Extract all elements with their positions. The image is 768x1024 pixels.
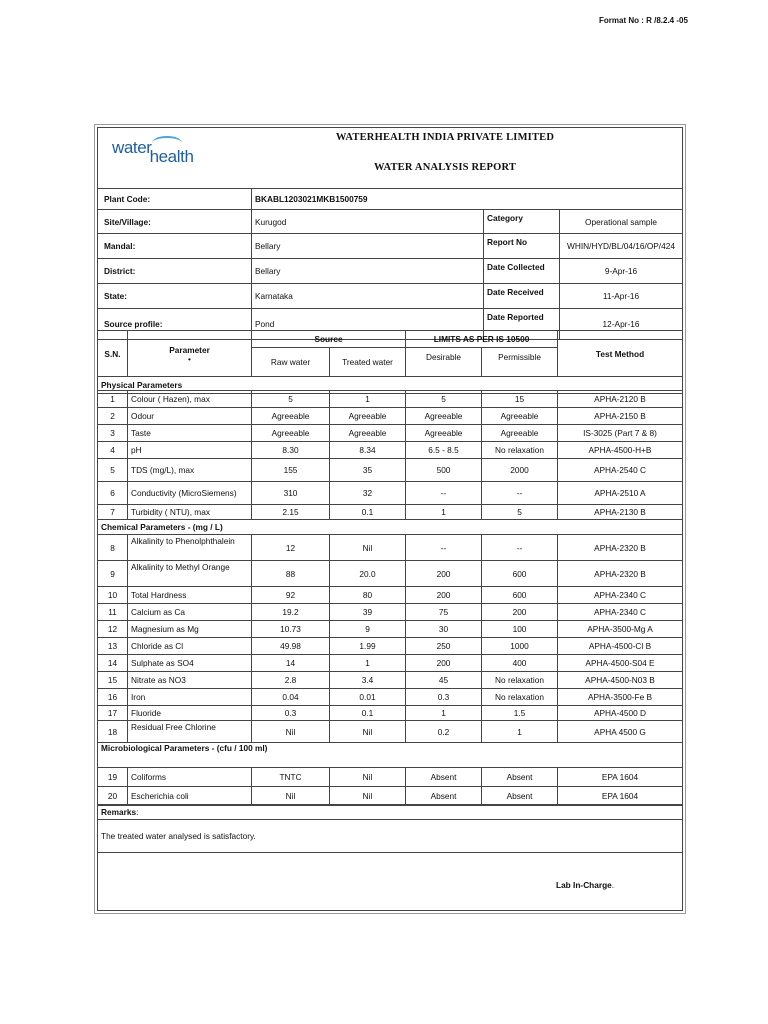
cell-raw: 8.30 <box>252 442 330 459</box>
cell-permissible: 15 <box>482 391 558 408</box>
test-method-header: Test Method <box>558 331 683 377</box>
cell-sn: 1 <box>98 391 128 408</box>
cell-permissible: 1.5 <box>482 706 558 721</box>
info-label: Mandal: <box>98 234 252 259</box>
info-field-value: Operational sample <box>560 210 683 234</box>
cell-param: Escherichia coli <box>128 787 252 806</box>
cell-desirable: 6.5 - 8.5 <box>406 442 482 459</box>
cell-raw: 19.2 <box>252 604 330 621</box>
table-row <box>98 768 683 787</box>
parameter-header <box>128 331 252 377</box>
cell-sn: 12 <box>98 621 128 638</box>
cell-treated: 20.0 <box>330 561 406 587</box>
cell-raw: 49.98 <box>252 638 330 655</box>
cell-treated: 39 <box>330 604 406 621</box>
cell-treated: 9 <box>330 621 406 638</box>
parameter-rows <box>97 390 683 806</box>
cell-treated: 0.1 <box>330 505 406 520</box>
table-row <box>98 482 683 505</box>
remarks-text: The treated water analysed is satisfactory. <box>98 819 682 853</box>
format-number: Format No : R /8.2.4 -05 <box>599 16 688 25</box>
info-field: Date Reported <box>484 309 560 340</box>
table-row <box>98 604 683 621</box>
section-row <box>98 520 683 535</box>
cell-method: APHA-2320 B <box>558 535 683 561</box>
cell-sn: 16 <box>98 689 128 706</box>
cell-raw: 12 <box>252 535 330 561</box>
cell-desirable: 200 <box>406 587 482 604</box>
lab-in-charge: Lab In-Charge. <box>556 880 615 890</box>
micro-section-label: Microbiological Parameters - (cfu / 100 ml) <box>98 743 683 768</box>
cell-treated: 8.34 <box>330 442 406 459</box>
cell-method: EPA 1604 <box>558 787 683 806</box>
cell-sn: 9 <box>98 561 128 587</box>
table-header-row <box>98 331 683 348</box>
cell-method: APHA-4500-S04 E <box>558 655 683 672</box>
cell-permissible: 600 <box>482 561 558 587</box>
info-value: Kurugod <box>252 210 484 234</box>
table-row <box>98 638 683 655</box>
cell-param: Turbidity ( NTU), max <box>128 505 252 520</box>
cell-permissible: Agreeable <box>482 408 558 425</box>
info-label: State: <box>98 284 252 309</box>
cell-method: APHA-2120 B <box>558 391 683 408</box>
table-row <box>98 391 683 408</box>
cell-raw: Nil <box>252 787 330 806</box>
cell-treated: 1 <box>330 655 406 672</box>
cell-desirable: Absent <box>406 787 482 806</box>
raw-water-header: Raw water <box>252 348 330 377</box>
table-row <box>98 621 683 638</box>
cell-desirable: Absent <box>406 768 482 787</box>
cell-method: IS-3025 (Part 7 & 8) <box>558 425 683 442</box>
physical-section-label: Physical Parameters <box>98 377 683 394</box>
cell-desirable: -- <box>406 535 482 561</box>
table-row <box>98 535 683 561</box>
cell-sn: 18 <box>98 721 128 743</box>
cell-param: Coliforms <box>128 768 252 787</box>
cell-method: APHA-2510 A <box>558 482 683 505</box>
cell-method: APHA-2150 B <box>558 408 683 425</box>
cell-raw: 5 <box>252 391 330 408</box>
section-row <box>98 743 683 768</box>
cell-sn: 13 <box>98 638 128 655</box>
info-value: Karnataka <box>252 284 484 309</box>
cell-desirable: Agreeable <box>406 408 482 425</box>
water-analysis-report <box>94 124 686 914</box>
cell-param: Taste <box>128 425 252 442</box>
cell-desirable: 0.2 <box>406 721 482 743</box>
cell-permissible: No relaxation <box>482 442 558 459</box>
company-name: WATERHEALTH INDIA PRIVATE LIMITED <box>335 132 555 143</box>
cell-permissible: No relaxation <box>482 689 558 706</box>
cell-sn: 14 <box>98 655 128 672</box>
cell-treated: Nil <box>330 768 406 787</box>
cell-param: Iron <box>128 689 252 706</box>
cell-treated: 3.4 <box>330 672 406 689</box>
cell-param: Magnesium as Mg <box>128 621 252 638</box>
plant-info-table <box>97 188 683 340</box>
table-row <box>98 459 683 482</box>
table-row <box>98 587 683 604</box>
info-field: Date Collected <box>484 259 560 284</box>
plant-code-label: Plant Code: <box>98 189 252 210</box>
cell-param: Calcium as Ca <box>128 604 252 621</box>
cell-desirable: -- <box>406 482 482 505</box>
info-row <box>98 284 683 309</box>
cell-desirable: 500 <box>406 459 482 482</box>
info-label: Source profile: <box>98 309 252 340</box>
info-field-value: 9-Apr-16 <box>560 259 683 284</box>
table-row <box>98 505 683 520</box>
cell-treated: Agreeable <box>330 408 406 425</box>
cell-permissible: 1 <box>482 721 558 743</box>
table-row <box>98 672 683 689</box>
table-row <box>98 442 683 459</box>
cell-param: pH <box>128 442 252 459</box>
cell-desirable: 1 <box>406 706 482 721</box>
parameter-header-label: Parameter <box>169 344 210 355</box>
cell-raw: Agreeable <box>252 408 330 425</box>
table-row <box>98 787 683 806</box>
cell-sn: 10 <box>98 587 128 604</box>
info-field-value: 12-Apr-16 <box>560 309 683 340</box>
cell-permissible: Absent <box>482 768 558 787</box>
sn-header: S.N. <box>98 331 128 377</box>
cell-permissible: -- <box>482 535 558 561</box>
cell-param: Nitrate as NO3 <box>128 672 252 689</box>
cell-treated: 0.1 <box>330 706 406 721</box>
plant-code-row <box>98 189 683 210</box>
cell-raw: 310 <box>252 482 330 505</box>
cell-param: Conductivity (MicroSiemens) <box>128 482 252 505</box>
cell-method: EPA 1604 <box>558 768 683 787</box>
desirable-header: Desirable <box>406 348 482 377</box>
info-row <box>98 234 683 259</box>
parameter-header-mark: • <box>188 353 191 364</box>
cell-sn: 6 <box>98 482 128 505</box>
table-row <box>98 706 683 721</box>
cell-treated: 0.01 <box>330 689 406 706</box>
cell-raw: 2.15 <box>252 505 330 520</box>
cell-desirable: 0.3 <box>406 689 482 706</box>
cell-desirable: 200 <box>406 655 482 672</box>
limits-header: LIMITS AS PER IS 10500 <box>406 331 558 348</box>
cell-treated: 1.99 <box>330 638 406 655</box>
cell-desirable: Agreeable <box>406 425 482 442</box>
cell-param: Alkalinity to Methyl Orange <box>128 561 252 587</box>
cell-sn: 17 <box>98 706 128 721</box>
cell-param: Residual Free Chlorine <box>128 721 252 743</box>
cell-sn: 8 <box>98 535 128 561</box>
cell-permissible: Agreeable <box>482 425 558 442</box>
table-row <box>98 408 683 425</box>
table-row <box>98 425 683 442</box>
cell-method: APHA-2340 C <box>558 604 683 621</box>
cell-sn: 2 <box>98 408 128 425</box>
cell-sn: 7 <box>98 505 128 520</box>
info-field: Report No <box>484 234 560 259</box>
parameters-table <box>97 330 683 394</box>
info-value: Pond <box>252 309 484 340</box>
table-row <box>98 721 683 743</box>
cell-raw: 10.73 <box>252 621 330 638</box>
cell-desirable: 30 <box>406 621 482 638</box>
info-field: Date Received <box>484 284 560 309</box>
report-title: WATER ANALYSIS REPORT <box>373 162 517 173</box>
cell-raw: 0.3 <box>252 706 330 721</box>
cell-desirable: 1 <box>406 505 482 520</box>
cell-permissible: Absent <box>482 787 558 806</box>
table-row <box>98 561 683 587</box>
cell-treated: Agreeable <box>330 425 406 442</box>
info-field-value: WHIN/HYD/BL/04/16/OP/424 <box>560 234 683 259</box>
cell-permissible: -- <box>482 482 558 505</box>
cell-treated: Nil <box>330 535 406 561</box>
plant-code-value: BKABL1203021MKB1500759 <box>252 189 683 210</box>
info-label: District: <box>98 259 252 284</box>
remarks-label: Remarks: <box>98 804 682 819</box>
cell-raw: Agreeable <box>252 425 330 442</box>
info-field-value: 11-Apr-16 <box>560 284 683 309</box>
cell-method: APHA 4500 G <box>558 721 683 743</box>
cell-raw: 0.04 <box>252 689 330 706</box>
cell-desirable: 250 <box>406 638 482 655</box>
cell-treated: 80 <box>330 587 406 604</box>
cell-treated: Nil <box>330 787 406 806</box>
cell-param: Odour <box>128 408 252 425</box>
cell-permissible: 100 <box>482 621 558 638</box>
cell-method: APHA-2540 C <box>558 459 683 482</box>
cell-permissible: 5 <box>482 505 558 520</box>
cell-treated: 35 <box>330 459 406 482</box>
table-row <box>98 689 683 706</box>
cell-param: Colour ( Hazen), max <box>128 391 252 408</box>
cell-param: Chloride as Cl <box>128 638 252 655</box>
info-value: Bellary <box>252 259 484 284</box>
cell-raw: Nil <box>252 721 330 743</box>
cell-sn: 3 <box>98 425 128 442</box>
cell-param: TDS (mg/L), max <box>128 459 252 482</box>
cell-raw: 155 <box>252 459 330 482</box>
cell-sn: 4 <box>98 442 128 459</box>
cell-method: APHA-4500-H+B <box>558 442 683 459</box>
cell-sn: 20 <box>98 787 128 806</box>
report-header <box>98 128 682 189</box>
cell-permissible: 600 <box>482 587 558 604</box>
cell-desirable: 200 <box>406 561 482 587</box>
treated-water-header: Treated water <box>330 348 406 377</box>
permissible-header: Permissible <box>482 348 558 377</box>
cell-param: Alkalinity to Phenolphthalein <box>128 535 252 561</box>
cell-permissible: 2000 <box>482 459 558 482</box>
chemical-section-label: Chemical Parameters - (mg / L) <box>98 520 683 535</box>
cell-method: APHA-3500-Mg A <box>558 621 683 638</box>
cell-desirable: 75 <box>406 604 482 621</box>
cell-method: APHA-2130 B <box>558 505 683 520</box>
cell-method: APHA-3500-Fe B <box>558 689 683 706</box>
cell-method: APHA-4500-N03 B <box>558 672 683 689</box>
cell-sn: 15 <box>98 672 128 689</box>
cell-raw: 2.8 <box>252 672 330 689</box>
cell-raw: 92 <box>252 587 330 604</box>
cell-method: APHA-2340 C <box>558 587 683 604</box>
info-row <box>98 210 683 234</box>
source-header: Source <box>252 331 406 348</box>
cell-sn: 11 <box>98 604 128 621</box>
cell-raw: TNTC <box>252 768 330 787</box>
cell-sn: 5 <box>98 459 128 482</box>
cell-desirable: 5 <box>406 391 482 408</box>
cell-param: Fluoride <box>128 706 252 721</box>
cell-method: APHA-4500 D <box>558 706 683 721</box>
info-field: Category <box>484 210 560 234</box>
cell-permissible: 1000 <box>482 638 558 655</box>
cell-permissible: No relaxation <box>482 672 558 689</box>
cell-method: APHA-4500-Cl B <box>558 638 683 655</box>
cell-raw: 88 <box>252 561 330 587</box>
info-row <box>98 259 683 284</box>
cell-permissible: 200 <box>482 604 558 621</box>
cell-treated: 1 <box>330 391 406 408</box>
cell-permissible: 400 <box>482 655 558 672</box>
cell-param: Sulphate as SO4 <box>128 655 252 672</box>
cell-desirable: 45 <box>406 672 482 689</box>
cell-method: APHA-2320 B <box>558 561 683 587</box>
waterhealth-logo: waterhealth <box>112 138 194 166</box>
cell-raw: 14 <box>252 655 330 672</box>
cell-treated: 32 <box>330 482 406 505</box>
info-label: Site/Village: <box>98 210 252 234</box>
table-row <box>98 655 683 672</box>
cell-treated: Nil <box>330 721 406 743</box>
cell-param: Total Hardness <box>128 587 252 604</box>
cell-sn: 19 <box>98 768 128 787</box>
info-value: Bellary <box>252 234 484 259</box>
